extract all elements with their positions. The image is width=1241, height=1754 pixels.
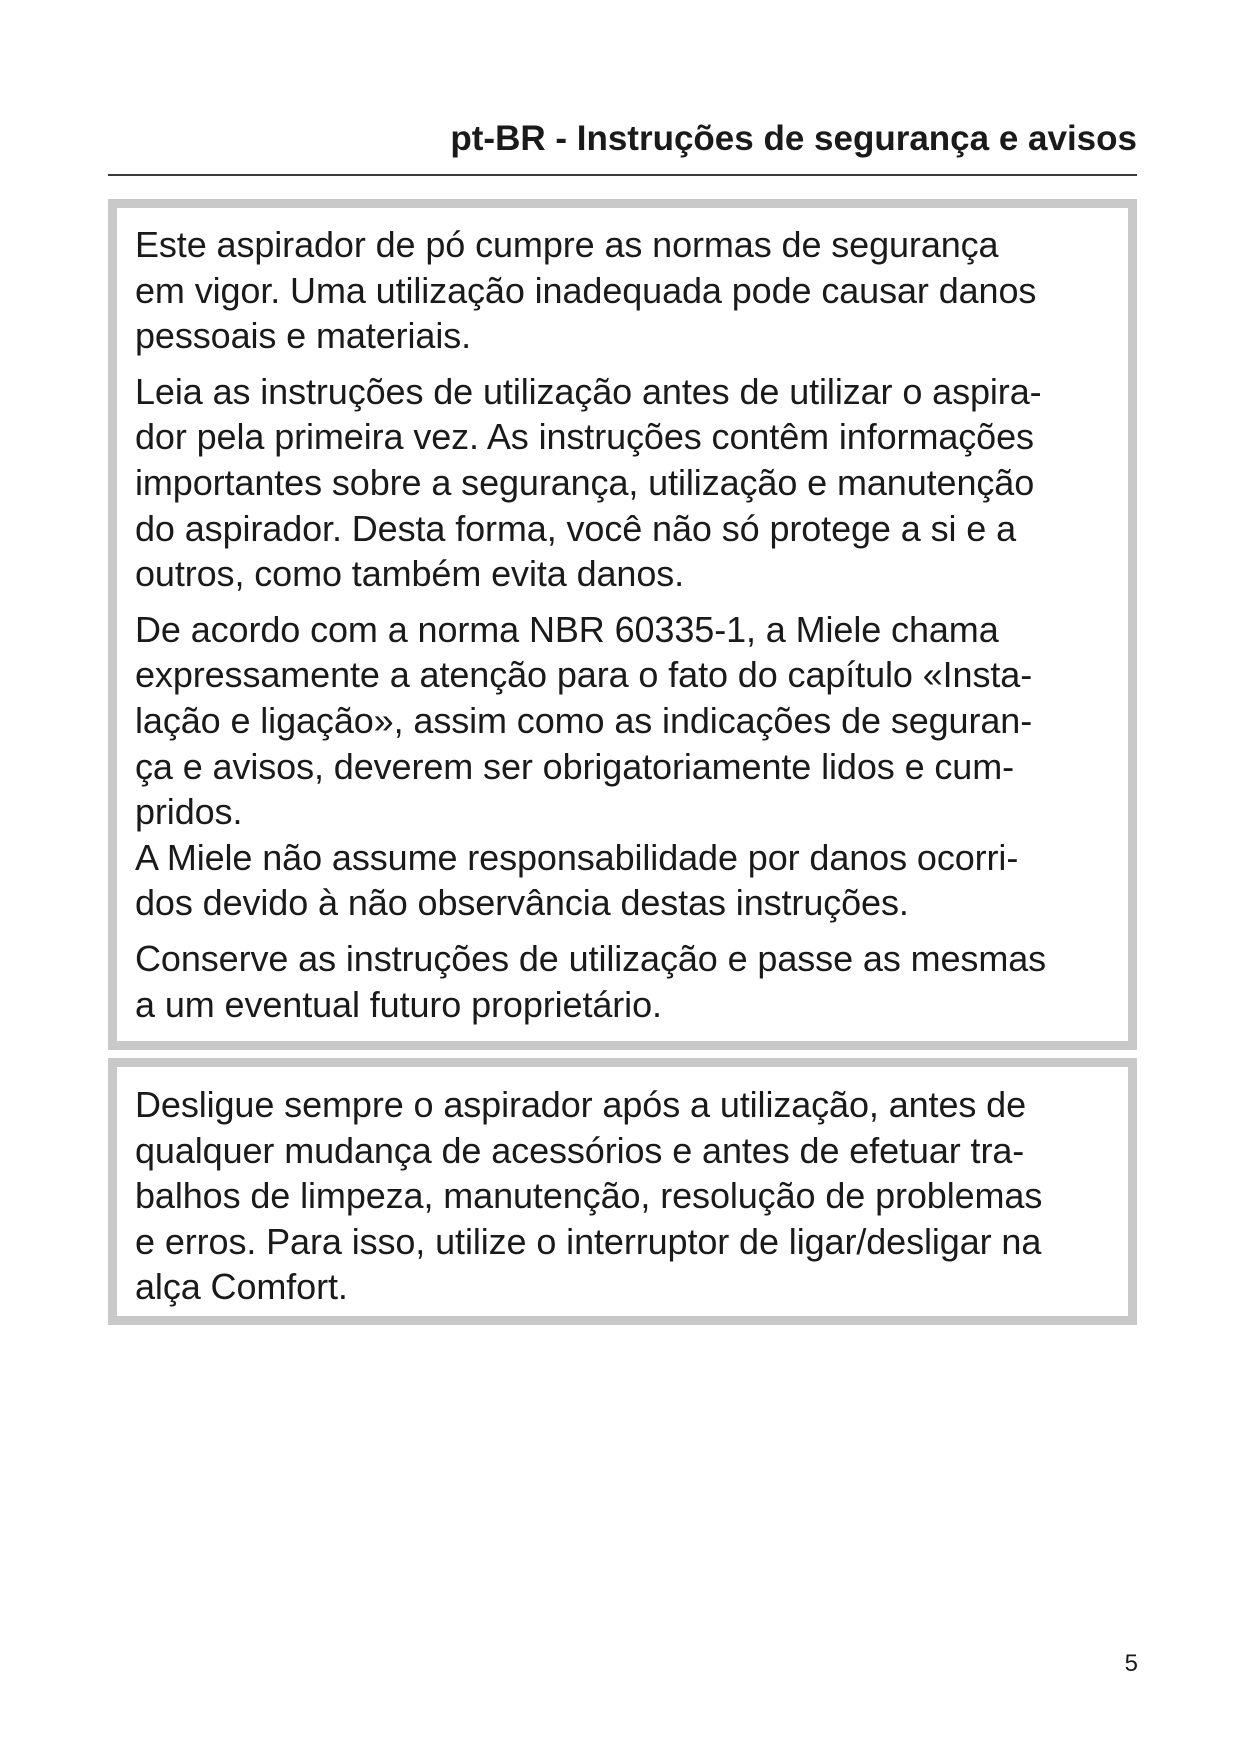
text-line: expressamente a atenção para o fato do capítulo «Insta- <box>135 654 1033 696</box>
switch-off-notice-box <box>108 1058 1137 1325</box>
text-line: lação e ligação», assim como as indicações de seguran- <box>135 699 1033 741</box>
text-line: em vigor. Uma utilização inadequada pode causar danos <box>135 269 1037 311</box>
text-line: outros, como também evita danos. <box>135 553 685 595</box>
text-line: Conserve as instruções de utilização e passe as mesmas <box>135 937 1047 979</box>
text-line: pridos. <box>135 791 243 833</box>
text-line: qualquer mudança de acessórios e antes de efetuar tra- <box>135 1129 1025 1171</box>
paragraph-keep-instructions <box>135 936 1124 1027</box>
text-line: Leia as instruções de utilização antes de utilizar o aspira- <box>135 370 1042 412</box>
page-number: 5 <box>1124 1650 1138 1677</box>
text-line: importantes sobre a segurança, utilização e manutenção <box>135 461 1035 503</box>
text-line: ça e avisos, deverem ser obrigatoriamente lidos e cum- <box>135 745 1014 787</box>
text-line: Este aspirador de pó cumpre as normas de segurança <box>135 224 999 265</box>
paragraph-liability <box>135 835 1124 926</box>
text-line: De acordo com a norma NBR 60335-1, a Miele chama <box>135 608 999 650</box>
text-line: do aspirador. Desta forma, você não só protege a si e a <box>135 507 1017 549</box>
text-line: e erros. Para isso, utilize o interruptor de ligar/desligar na <box>135 1220 1042 1262</box>
paragraph-read-instructions <box>135 369 1124 597</box>
text-line: balhos de limpeza, manutenção, resolução de problemas <box>135 1175 1043 1217</box>
paragraph-nbr-norm <box>135 607 1124 835</box>
text-line: dor pela primeira vez. As instruções contêm informações <box>135 416 1034 458</box>
paragraph-switch-off <box>135 1082 1124 1310</box>
text-line: dos devido à não observância destas instruções. <box>135 882 909 924</box>
safety-notice-box <box>108 199 1137 1050</box>
text-line: pessoais e materiais. <box>135 315 472 357</box>
text-line: A Miele não assume responsabilidade por danos ocorri- <box>135 836 1019 878</box>
text-line: a um eventual futuro proprietário. <box>135 983 662 1025</box>
paragraph-safety-standards <box>135 222 1124 359</box>
text-line: alça Comfort. <box>135 1266 348 1308</box>
page-header <box>108 118 1137 176</box>
page-title: pt-BR - Instruções de segurança e avisos <box>450 119 1137 158</box>
text-line: Desligue sempre o aspirador após a utilização, antes de <box>135 1084 1027 1125</box>
